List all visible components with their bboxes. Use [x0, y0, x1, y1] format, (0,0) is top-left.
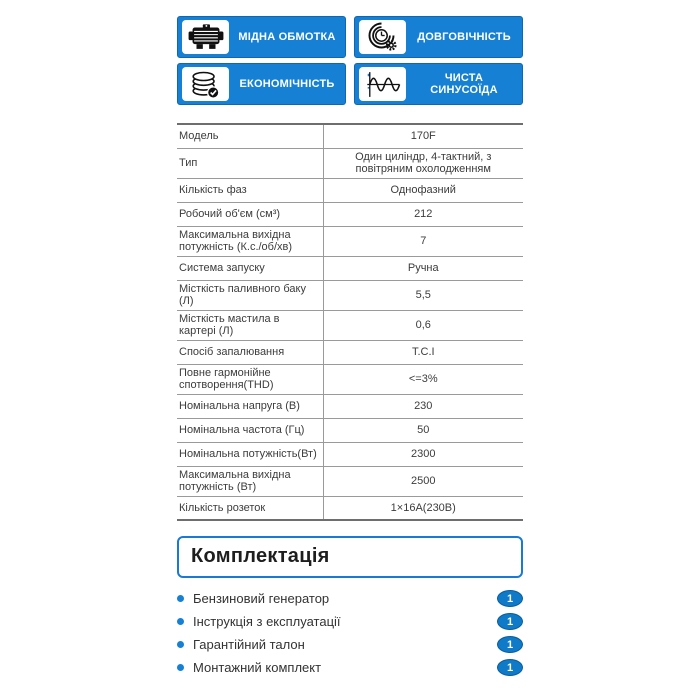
- quantity-badge: 1: [497, 613, 523, 630]
- spec-value: 2500: [323, 466, 523, 496]
- spec-value: Ручна: [323, 256, 523, 280]
- spec-label: Модель: [177, 124, 323, 148]
- table-row: [177, 202, 523, 226]
- feature-badges: [177, 16, 523, 105]
- table-row: [177, 178, 523, 202]
- spec-label: Робочий об'єм (см³): [177, 202, 323, 226]
- bullet-icon: [177, 595, 184, 602]
- spec-value: T.C.I: [323, 340, 523, 364]
- spec-value: 0,6: [323, 310, 523, 340]
- list-item: [177, 612, 523, 631]
- feature-label: ДОВГОВІЧНІСТЬ: [417, 31, 511, 43]
- package-item-label: Інструкція з експлуатації: [193, 614, 341, 629]
- spec-value: 5,5: [323, 280, 523, 310]
- bullet-icon: [177, 641, 184, 648]
- feature-label: МІДНА ОБМОТКА: [238, 31, 336, 43]
- table-row: [177, 148, 523, 178]
- spec-value: 170F: [410, 130, 436, 142]
- spec-value: 212: [323, 202, 523, 226]
- spec-label: Номінальна потужність(Вт): [177, 442, 323, 466]
- package-list: [177, 589, 523, 677]
- table-row: [177, 418, 523, 442]
- quantity-badge: 1: [497, 590, 523, 607]
- spec-value: 7: [323, 226, 523, 256]
- quantity-badge: 1: [497, 659, 523, 676]
- quantity-badge: 1: [497, 636, 523, 653]
- spec-value: 1×16А(230В): [323, 496, 523, 520]
- motor-icon: [182, 20, 229, 54]
- spec-label: Кількість розеток: [177, 496, 323, 520]
- sine-wave-icon: [359, 67, 406, 101]
- coins-icon: [182, 67, 229, 101]
- feature-label: ЕКОНОМІЧНІСТЬ: [239, 78, 335, 90]
- list-item: [177, 658, 523, 677]
- bullet-icon: [177, 664, 184, 671]
- table-row: [177, 310, 523, 340]
- spec-label: Номінальна напруга (В): [177, 394, 323, 418]
- feature-copper-winding: [177, 16, 346, 58]
- feature-durability: [354, 16, 523, 58]
- list-item: [177, 635, 523, 654]
- table-row: [177, 466, 523, 496]
- feature-economy: [177, 63, 346, 105]
- spec-value: 50: [323, 418, 523, 442]
- clock-gear-icon: [359, 20, 406, 54]
- spec-label: Повне гармонійне спотворення(THD): [177, 364, 323, 394]
- table-row: [177, 280, 523, 310]
- package-item-label: Гарантійний талон: [193, 637, 305, 652]
- spec-value: 2300: [323, 442, 523, 466]
- table-row: [177, 364, 523, 394]
- spec-table: [177, 123, 523, 521]
- spec-label: Тип: [177, 148, 323, 178]
- spec-value: Один циліндр, 4-тактний, з повітряним охолодженням: [323, 148, 523, 178]
- package-item-label: Бензиновий генератор: [193, 591, 330, 606]
- table-row: [177, 340, 523, 364]
- spec-label: Максимальна вихідна потужність (К.с./об/хв): [177, 226, 323, 256]
- spec-label: Місткість мастила в картері (Л): [177, 310, 323, 340]
- table-row: [177, 496, 523, 520]
- table-row: [177, 442, 523, 466]
- spec-label: Номінальна частота (Гц): [177, 418, 323, 442]
- spec-label: Система запуску: [177, 256, 323, 280]
- feature-label: ЧИСТА СИНУСОЇДА: [430, 72, 498, 96]
- package-title-box: [177, 536, 523, 578]
- spec-label: Кількість фаз: [177, 178, 323, 202]
- feature-pure-sine: [354, 63, 523, 105]
- table-row: [177, 394, 523, 418]
- spec-label: Максимальна вихідна потужність (Вт): [177, 466, 323, 496]
- list-item: [177, 589, 523, 608]
- spec-value: <=3%: [323, 364, 523, 394]
- spec-label: Спосіб запалювання: [177, 340, 323, 364]
- package-title: Комплектація: [191, 545, 330, 567]
- content-column: [177, 16, 523, 677]
- bullet-icon: [177, 618, 184, 625]
- table-row: [177, 124, 523, 148]
- table-row: [177, 256, 523, 280]
- spec-value: 230: [323, 394, 523, 418]
- table-row: [177, 226, 523, 256]
- spec-label: Місткість паливного баку (Л): [177, 280, 323, 310]
- spec-value: Однофазний: [323, 178, 523, 202]
- package-item-label: Монтажний комплект: [193, 660, 322, 675]
- spec-table-body: [177, 124, 523, 520]
